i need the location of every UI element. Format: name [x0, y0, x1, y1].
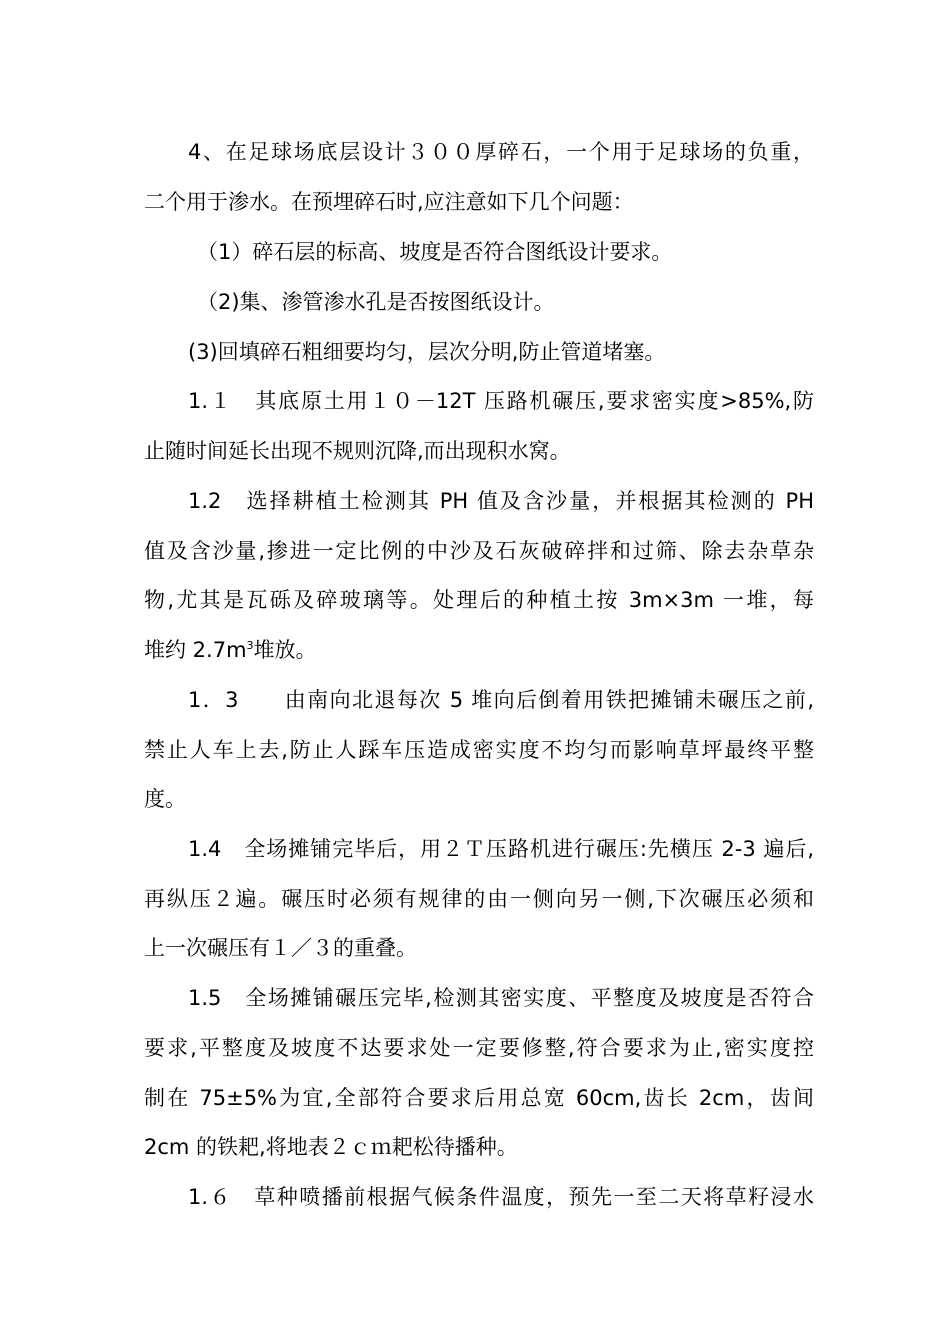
text-line: （2)集、渗管渗水孔是否按图纸设计。: [197, 290, 555, 314]
text-segment: 堆放。: [253, 638, 317, 662]
text-line: 度。: [144, 787, 186, 811]
text-line: 1.2 选择耕植土检测其 PH 值及含沙量，并根据其检测的 PH: [188, 489, 814, 513]
text-line: 1.６ 草种喷播前根据气候条件温度，预先一至二天将草籽浸水: [188, 1185, 814, 1209]
text-line: 制在 75±5%为宜,全部符合要求后用总宽 60cm,齿长 2cm，齿间: [144, 1086, 814, 1110]
text-line: 1.１ 其底原土用１０－12T 压路机碾压,要求密实度>85%,防: [188, 389, 814, 413]
text-segment: 堆约 2.7m: [144, 638, 247, 662]
text-line: (3)回填碎石粗细要均匀，层次分明,防止管道堵塞。: [188, 340, 666, 364]
text-line: 止随时间延长出现不规则沉降,而出现积水窝。: [144, 439, 571, 463]
text-line: 1.5 全场摊铺碾压完毕,检测其密实度、平整度及坡度是否符合: [188, 986, 814, 1010]
text-line: [144, 635, 814, 665]
text-line: 要求,平整度及坡度不达要求处一定要修整,符合要求为止,密实度控: [144, 1036, 814, 1060]
text-line: 上一次碾压有１／３的重叠。: [144, 936, 417, 960]
text-line: （1）碎石层的标高、坡度是否符合图纸设计要求。: [197, 240, 673, 264]
text-line: 值及含沙量,掺进一定比例的中沙及石灰破碎拌和过筛、除去杂草杂: [144, 539, 814, 563]
text-line: 物,尤其是瓦砾及碎玻璃等。处理后的种植土按 3m×3m 一堆，每: [144, 588, 814, 612]
text-line: 二个用于渗水。在预埋碎石时,应注意如下几个问题：: [144, 190, 634, 214]
text-line: 2cm 的铁耙,将地表２ｃｍ耙松待播种。: [144, 1135, 518, 1159]
text-line: 4、在足球场底层设计３００厚碎石，一个用于足球场的负重，: [188, 140, 814, 164]
text-line: 禁止人车上去,防止人踩车压造成密实度不均匀而影响草坪最终平整: [144, 738, 814, 762]
text-line: 1.4 全场摊铺完毕后，用２Ｔ压路机进行碾压:先横压 2-3 遍后,: [188, 837, 814, 861]
text-line: 再纵压２遍。碾压时必须有规律的由一侧向另一侧,下次碾压必须和: [144, 887, 814, 911]
superscript: 3: [246, 639, 254, 652]
text-line: 1．3 由南向北退每次 5 堆向后倒着用铁把摊铺未碾压之前,: [188, 688, 814, 712]
